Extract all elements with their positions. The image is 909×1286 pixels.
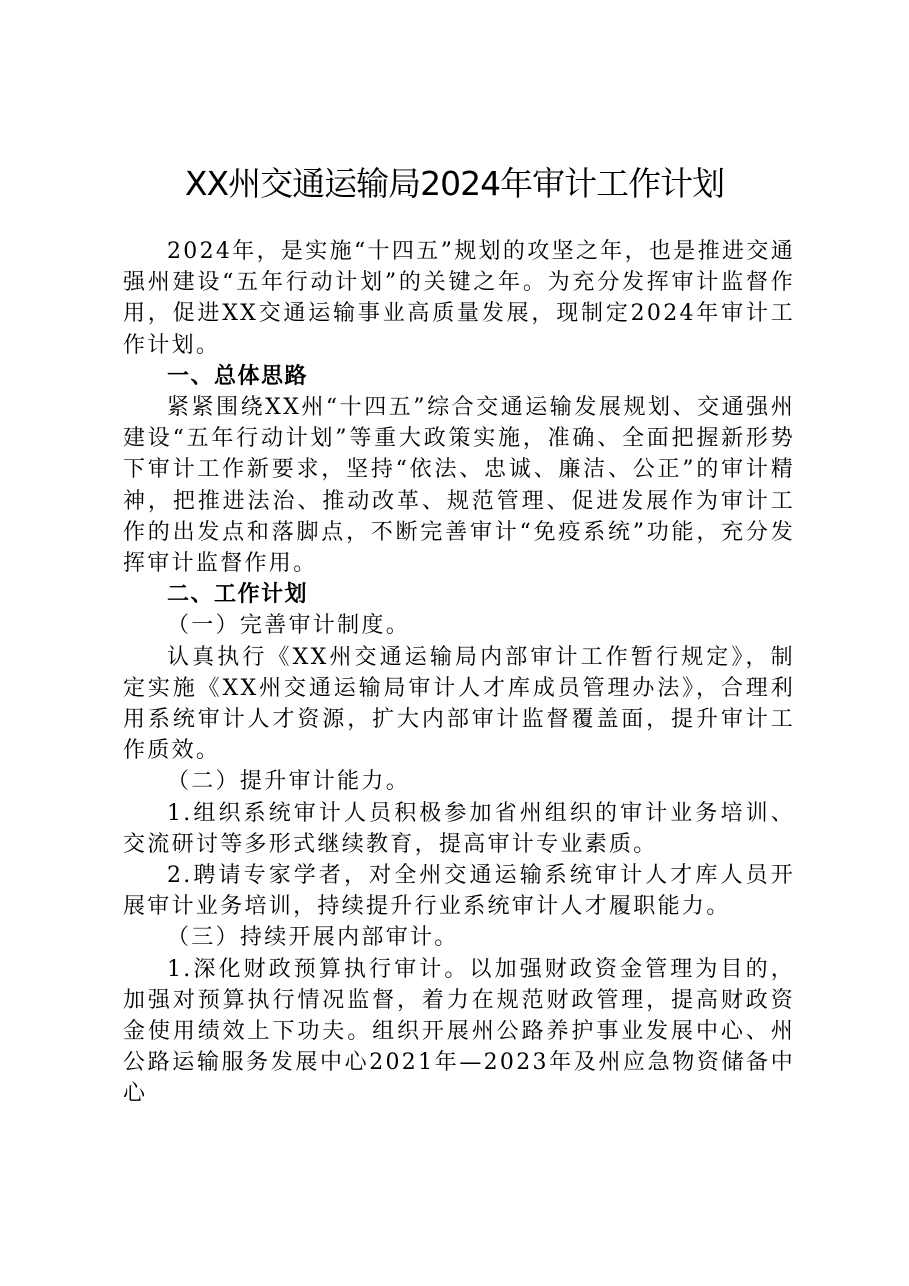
section-heading-work-plan: 二、工作计划: [167, 582, 309, 608]
overall-approach-paragraph: 紧紧围绕XX州“十四五”综合交通运输发展规划、交通强州建设“五年行动计划”等重大政策实施，准确、全面把握新形势下审计工作新要求，坚持“依法、忠诚、廉洁、公正”的审计精神，把推进法治、推动改革、规范管理、促进发展作为审计工作的出发点和落脚点，不断完善审计“免疫系统”功能，充分发挥审计监督作用。: [123, 395, 795, 577]
capacity-item-1: 1.组织系统审计人员积极参加省州组织的审计业务培训、交流研讨等多形式继续教育，提高审计专业素质。: [123, 800, 795, 857]
intro-paragraph: 2024年，是实施“十四五”规划的攻坚之年，也是推进交通强州建设“五年行动计划”的关键之年。为充分发挥审计监督作用，促进XX交通运输事业高质量发展，现制定2024年审计工作计划。: [123, 239, 795, 358]
document-body: [123, 236, 795, 1110]
capacity-item-2: 2.聘请专家学者，对全州交通运输系统审计人才库人员开展审计业务培训，持续提升行业系统审计人才履职能力。: [123, 863, 795, 920]
internal-audit-item-1: 1.深化财政预算执行审计。以加强财政资金管理为目的，加强对预算执行情况监督，着力在规范财政管理，提高财政资金使用绩效上下功夫。组织开展州公路养护事业发展中心、州公路运输服务发展中心2021年—2023年及州应急物资储备中心: [123, 956, 795, 1107]
subheading-internal-audit: （三）持续开展内部审计。: [167, 925, 459, 951]
subheading-improve-audit-system: （一）完善审计制度。: [167, 613, 411, 639]
improve-audit-system-paragraph: 认真执行《XX州交通运输局内部审计工作暂行规定》，制定实施《XX州交通运输局审计人才库成员管理办法》，合理利用系统审计人才资源，扩大内部审计监督覆盖面，提升审计工作质效。: [123, 644, 795, 764]
document-title: XX州交通运输局2024年审计工作计划: [184, 164, 725, 203]
subheading-enhance-audit-capacity: （二）提升审计能力。: [167, 769, 411, 795]
section-heading-overall-approach: 一、总体思路: [167, 363, 309, 389]
